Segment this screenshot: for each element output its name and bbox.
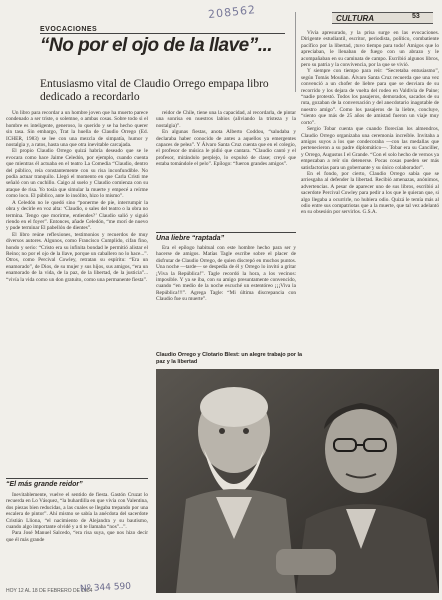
paragraph: reidor de Chile, tiene una la capacidad, al recordarla, de pintar una sonrisa en nuestros labios (aliviando la tristeza y la nostalgia)”. (156, 110, 296, 129)
article-column-2 (156, 110, 296, 228)
subhead: Entusiasmo vital de Claudio Orrego empapa libro dedicado a recordarlo (40, 78, 269, 103)
paragraph: Y siempre con tiempo para reír: “Secretaba entusiasmo”, según Tomás Moulian. Álvaro Santa Cruz recuerda que una vez convenció a un chofer de liebre para que se desviara de su recorrido y los dejara de vuelta del rodeo en Valdivia de Paine; “nadie protestó. Todos los pasajeros, demorados, sacados de su ruta, gozaban de la conversación y del anecdotario inagotable de nuestro amigo”. Como los pasajeros de la liebre, concluye, “siento que más de 25 años de amistad fueron un viaje muy corto”. (301, 68, 439, 126)
photo-illustration (156, 369, 439, 593)
article-column-1 (6, 110, 148, 476)
handwritten-issue-note: Nº 344 590 (79, 581, 132, 595)
footer-dateline: HOY 12 AL 18 DE FEBRERO DE 1984 (6, 588, 93, 594)
handwritten-archive-number: 208562 (207, 3, 257, 22)
paragraph: Inevitablemente, vuelve el sentido de fiesta. Gastón Cruzat lo recuerda en Lo Vásquez, “la buhardilla en que vivía con Valentina, dos piezas bien reducidas, a las cuales se llegaba trepando por una escalera de pintor”. Ahí mismo se sabía la anécdota del sacerdote Cristián Lliona, “el nacimiento de Alejandra y su bautismo, cuando algo importante olvidé y a ti te llamaba “nos”...”. (6, 492, 148, 531)
headline: “No por el ojo de la llave”... (40, 35, 273, 56)
news-photo (156, 369, 439, 593)
box-title-liebre: Una liebre “raptada” (156, 232, 296, 242)
paragraph: A Celedón no le quedó sino “ponerme de pie, interrumpir la obra y decirle en voz alta: ‘Claudio, o sales del teatro o la obra no termina. Tengo que morirme, entiendes?’ Claudio salió y siguió riendo en el foyer”. Entonces, añade Celedón, “me morí de nuevo y pude terminar El pabellón de dientes”. (6, 199, 148, 232)
paragraph: Era el epílogo habitual con este hombre hecho para ser y hacerse de amigos. Matías Tagle escribe sobre el placer de disfrutar de Claudio Orrego, de quien discrepó en muchos puntos. Una noche —tarde— se despedía de él y Orrego lo invitó a gritar ¡Viva la República!”. Tagle recordó la hora, a los vecinos: imposible. Y ya se iba, con su amigo presuntamente convencido, cuando “en medio de la noche escuché un estentóreo ¡¡¡Viva la República!!!”. Agrega Tagle: “Mi última discrepancia con Claudio fue su muerte”. (156, 245, 296, 303)
section-label: CULTURA (332, 12, 433, 24)
box-title-reidor: “El más grande reidor” (6, 478, 148, 488)
article-column-2-box (156, 245, 296, 349)
paragraph: En el fondo, por cierto, Claudio Orrego sabía que se arriesgaba al defender la libertad. Recibió amenazas, anónimos, advertencias. A pesar de aparecer uno de sus libros, escribió al sacerdote Percival Cowley para pedir a los que le quieran que, si algo llegaba a ocurrirle, no hubiera odio. Quizá le temía más al odio entre sus compatriotas que a la muerte, que tal vez adelantó en su obsesión por servirlos. G.S.A. (301, 170, 439, 216)
paragraph: El propio Claudio Orrego quizá habría deseado que se le evocara como hace Jaime Celedón, por ejemplo, cuando cuenta que mientras él actuaba en el teatro La Comedia “Claudio, dentro del público, reía constantemente con su risa inconfundible. No podía actuar tranquilo. Llegó el momento en que Carla Cristi me señaló con un cuchillo. Caigo al suelo y Claudio comienza con su ataque de risa. Yo tosía que simular la muerte y empecé a reírme como loco. El público, ante lo insólito, hizo lo mismo”. (6, 148, 148, 200)
paragraph: Un libro para recordar a un hombre joven que ha muerto parece condenado a ser triste, o solemne, o ambas cosas. Sobre todo si el hombre es inteligente, generoso, lo querido y se ha hecho querer sin tasa. Sin embargo, Trat la huella de Claudio Orrego (Ed. ICHER, 1983) se lee con una mezcla de simpatía, humor y nostalgia y, a ratos, hasta una que otra inevitable carcajada. (6, 110, 148, 149)
paragraph: Sergio Tobar cuenta que cuando florecían los almendros, Claudio Orrego organizaba una ceremonia increíble. Invitaba a amigos suyos a los que condecoraba —con las medallas que pertenecieron a su padre diplomático—. Tobar era su Canciller, y Orrego, Augustus I el Grande. “Con el solo hecho de vernos ya empezaban a reír sin detenerse. Pocas cosas pueden ser más satisfactorias para un gobernante y su único colaborador”. (301, 126, 439, 171)
paragraph: El libro reúne reflexiones, testimonios y recuerdos de muy diversos autores. Algunos, como Francisco Cumplido, cifan fino, hondo y serio: “Cristo era su infinita bondad le permitió alistar el Reino; no por el ojo de la llave, porque un caballero no lo hace...”. Otros, como Percival Cowley, retratan su espíritu: “Era un enamorado”, de Dios, de su mujer y sus hijos, sus amigos, “era un enamorado de la vida, de la paz, de la libertad, de la justicia”... “vivía la vida como un don gratuito, como una permanente fiesta”. (6, 231, 148, 283)
paragraph: Para José Manuel Salcedo, “era risa suya, que nos hizo decir que él más grande (6, 530, 148, 543)
kicker: EVOCACIONES (40, 26, 98, 33)
page-number: 53 (412, 13, 420, 20)
paragraph: Vivía apresurado, y la prisa surge en las evocaciones. Dirigente estudiantil, escritor, periodista, político, combatiente pacífico por la libertad, ¡tuvo tiempo para todo! Amigos que lo apreciaban, le llenaban de fuego con un abrazo y le acompañaban en su caminata de campo. Escribió algunos libros, pero su patria y la convivencia, por la que se vivió. (301, 30, 439, 69)
photo-caption: Claudio Orrego y Clotario Blest: un alegre trabajo por la paz y la libertad (156, 352, 303, 365)
article-column-1-box (6, 492, 148, 588)
paragraph: En algunas fiestas, anota Alberto Coddou, “saludaba y declaraba haber conocido de antes a aquellos ya emergentes capaces de pelea”. Y Álvaro Santa Cruz cuenta que en el colegio, el profesor de música le pidió que cantara. “Claudio cantó y el profesor, mirándolo perplejo, lo expulsó de clase; creyó que estaba tomándole el pelo”. Epílogo: “fueron grandes amigos”. (156, 129, 296, 168)
article-column-3 (301, 30, 439, 365)
divider (295, 12, 296, 92)
divider (40, 33, 285, 34)
